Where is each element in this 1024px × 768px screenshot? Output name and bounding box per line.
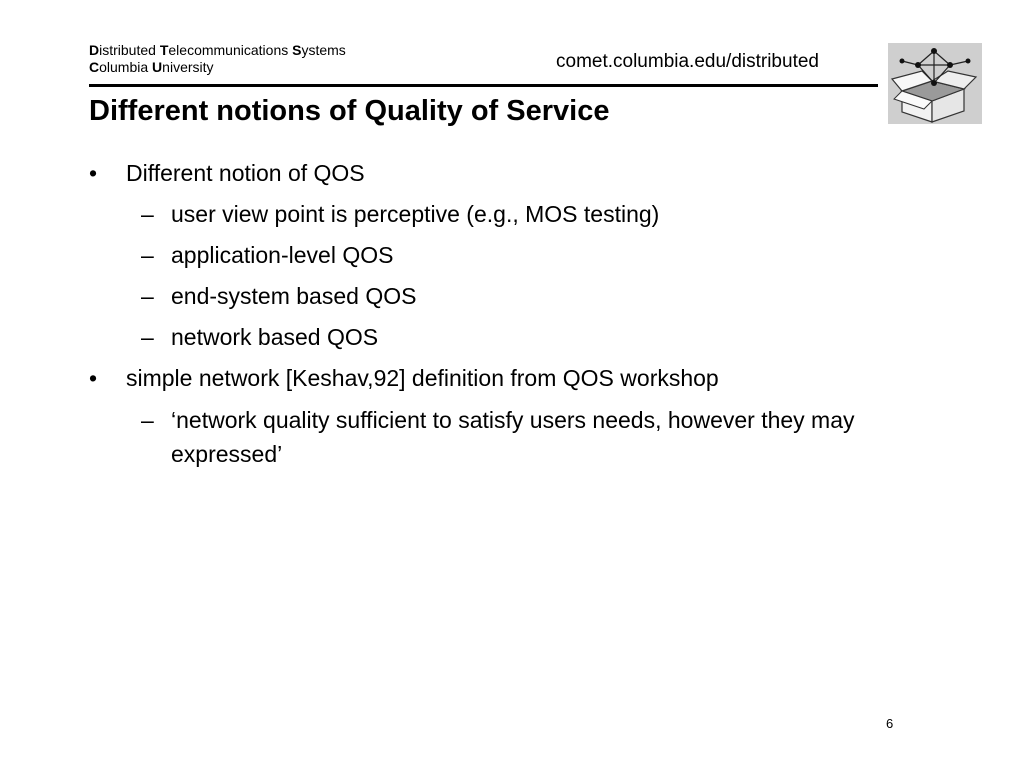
sub-bullet-text: end-system based QOS (171, 283, 417, 309)
slide-content (89, 160, 909, 485)
page-number: 6 (886, 716, 894, 731)
logo-graphic (888, 43, 982, 124)
sub-bullet-item (89, 283, 909, 310)
bullet-marker: • (89, 160, 98, 186)
sub-bullet-item (89, 201, 909, 228)
sub-bullet-marker: – (141, 407, 154, 433)
sub-bullet-text: user view point is perceptive (e.g., MOS testing) (171, 201, 660, 227)
bullet-item (89, 160, 909, 187)
sub-bullet-item (89, 403, 909, 471)
sub-bullet-marker: – (141, 242, 154, 268)
sub-bullet-item (89, 242, 909, 269)
sub-bullet-text: network based QOS (171, 324, 379, 350)
org-line-2: Columbia University (89, 59, 214, 75)
org-line-1: Distributed Telecommunications Systems (89, 42, 346, 58)
sub-bullet-text: application-level QOS (171, 242, 394, 268)
network-box-logo-icon (888, 43, 982, 124)
bullet-marker: • (89, 365, 98, 391)
organization-name (89, 42, 346, 76)
slide-title: Different notions of Quality of Service (89, 95, 610, 127)
header-divider (89, 84, 878, 87)
sub-bullet-marker: – (141, 324, 154, 350)
sub-bullet-marker: – (141, 201, 154, 227)
header-url: comet.columbia.edu/distributed (556, 51, 819, 72)
bullet-item (89, 365, 909, 392)
sub-bullet-item (89, 324, 909, 351)
bullet-text: Different notion of QOS (126, 160, 365, 186)
sub-bullet-marker: – (141, 283, 154, 309)
bullet-text: simple network [Keshav,92] definition from QOS workshop (126, 365, 719, 391)
sub-bullet-text: ‘network quality sufficient to satisfy users needs, however they may expressed’ (171, 407, 855, 467)
